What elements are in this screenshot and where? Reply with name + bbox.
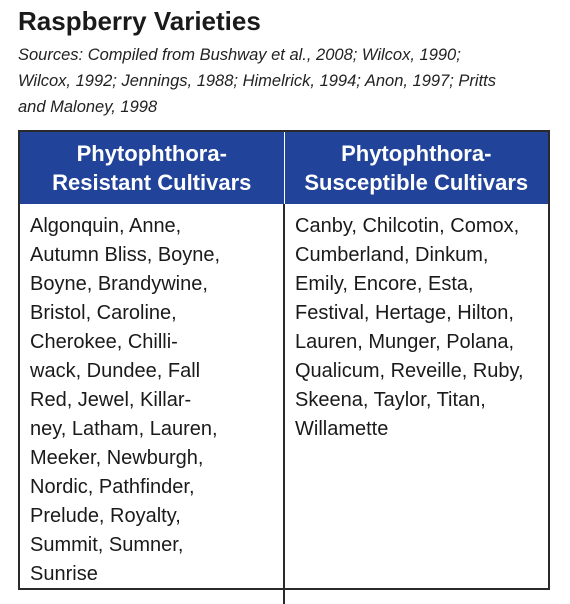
susceptible-cultivar-line: Emily, Encore, Esta,: [295, 273, 474, 295]
sources-line: Wilcox, 1992; Jennings, 1988; Himelrick, 1994; Anon, 1997; Pritts: [18, 72, 496, 90]
resistant-cultivar-line: Meeker, Newburgh,: [30, 447, 204, 469]
sources-line: and Maloney, 1998: [18, 98, 158, 116]
resistant-cultivar-line: wack, Dundee, Fall: [30, 360, 201, 382]
table-header-row: [20, 132, 548, 204]
page-title: Raspberry Varieties: [18, 6, 261, 36]
resistant-cultivar-line: Prelude, Royalty,: [30, 505, 181, 527]
resistant-cultivar-line: Cherokee, Chilli-: [30, 331, 178, 353]
susceptible-cultivar-line: Canby, Chilcotin, Comox,: [295, 215, 520, 237]
resistant-cultivar-line: Sunrise: [30, 563, 98, 585]
susceptible-cultivar-line: Skeena, Taylor, Titan,: [295, 389, 486, 411]
resistant-cultivars-cell: [20, 204, 285, 604]
cultivar-table: [18, 130, 550, 590]
resistant-cultivar-line: ney, Latham, Lauren,: [30, 418, 218, 440]
susceptible-cultivar-line: Cumberland, Dinkum,: [295, 244, 489, 266]
resistant-cultivar-line: Summit, Sumner,: [30, 534, 184, 556]
table-body-row: [20, 204, 548, 604]
resistant-cultivar-line: Nordic, Pathfinder,: [30, 476, 195, 498]
resistant-cultivar-line: Autumn Bliss, Boyne,: [30, 244, 221, 266]
resistant-cultivar-line: Algonquin, Anne,: [30, 215, 182, 237]
susceptible-cultivar-line: Qualicum, Reveille, Ruby,: [295, 360, 524, 382]
susceptible-cultivar-line: Lauren, Munger, Polana,: [295, 331, 515, 353]
header-line: Phytophthora-: [341, 141, 492, 166]
sources-citation: [18, 42, 548, 120]
header-line: Resistant Cultivars: [52, 170, 252, 195]
sources-line: Sources: Compiled from Bushway et al., 2008; Wilcox, 1990;: [18, 46, 461, 64]
susceptible-cultivar-line: Willamette: [295, 418, 389, 440]
header-resistant: [20, 132, 285, 204]
resistant-cultivar-line: Red, Jewel, Killar-: [30, 389, 192, 411]
susceptible-cultivars-cell: [285, 204, 548, 604]
header-line: Susceptible Cultivars: [304, 170, 529, 195]
resistant-cultivar-line: Bristol, Caroline,: [30, 302, 177, 324]
resistant-cultivar-line: Boyne, Brandywine,: [30, 273, 208, 295]
header-susceptible: [285, 132, 549, 204]
header-line: Phytophthora-: [76, 141, 227, 166]
susceptible-cultivar-line: Festival, Hertage, Hilton,: [295, 302, 514, 324]
